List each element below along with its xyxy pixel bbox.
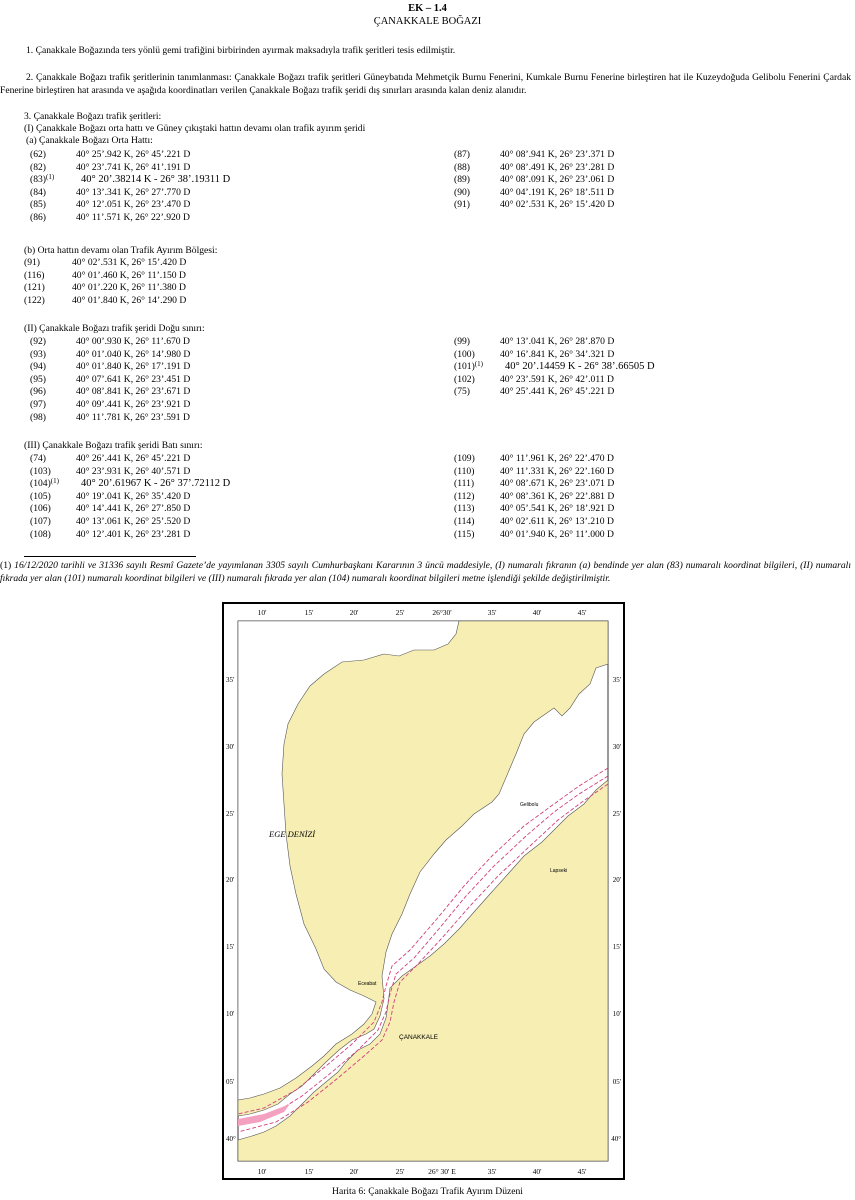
point-number: (103) bbox=[30, 465, 51, 477]
point-number: (107) bbox=[30, 516, 51, 527]
coordinate: 40° 23’.591 K, 26° 42’.011 D bbox=[500, 373, 614, 385]
paragraph-2: 2. Çanakkale Boğazı trafik şeritlerinin tanımlanması: Çanakkale Boğazı trafik şeritleri Güneybatıda Mehmetçik Burnu Fenerini, Kumkale Burnu Fenerine birleştiren hat ile Kuzeydoğuda Gelibolu Fenerini Çardak Fenerine birleştiren hat arasında ve aşağıda koordinatları verilen Çanakkale Boğazı trafik şeridi dış sınırları arasında kalan deniz alanıdır. bbox=[0, 72, 851, 96]
tick-label: 35' bbox=[226, 676, 235, 684]
point-number: (87) bbox=[454, 149, 470, 160]
tick-label: 25' bbox=[395, 1167, 405, 1176]
coordinate: 40° 20’.38214 K - 26° 38’.19311 D bbox=[81, 174, 231, 186]
footnote-text: 16/12/2020 tarihli ve 31336 sayılı Resmî Gazete’de yayımlanan 3305 sayılı Cumhurbaşkanı Kararının 3 üncü maddesiyle, (I) numaralı fıkranın (a) bendinde yer alan (83) numaralı koordinat bilgileri, (II) numaralı fıkrada yer alan (101) numaralı koordinat bilgileri ve (III) numaralı fıkrada yer alan (104) numaralı koordinat bilgileri metne işlendiği şekilde değiştirilmiştir. bbox=[0, 560, 851, 584]
tick-label: 30' bbox=[226, 743, 235, 751]
footnote-ref: (1) bbox=[50, 477, 59, 486]
coordinate: 40° 05’.541 K, 26° 18’.921 D bbox=[500, 503, 615, 515]
tick-label: 30' bbox=[612, 743, 621, 751]
coordinate: 40° 01’.460 K, 26° 11’.150 D bbox=[72, 269, 186, 281]
coordinate: 40° 12’.401 K, 26° 23’.281 D bbox=[76, 528, 191, 540]
part-2-title: (II) Çanakkale Boğazı trafik şeridi Doğu sınırı: bbox=[24, 323, 205, 334]
footnote-ref: (1) bbox=[474, 360, 483, 369]
point-number: (84) bbox=[30, 186, 46, 198]
tick-label: 10' bbox=[612, 1010, 621, 1018]
sea-label: EGE DENİZİ bbox=[269, 829, 316, 839]
tick-label: 05' bbox=[612, 1078, 621, 1086]
coordinate: 40° 23’.741 K, 26° 41’.191 D bbox=[76, 161, 191, 173]
footnote bbox=[0, 560, 851, 585]
point-number: (96) bbox=[30, 386, 46, 398]
coordinate: 40° 07’.641 K, 26° 23’.451 D bbox=[76, 373, 191, 385]
annex-label: EK – 1.4 bbox=[408, 3, 447, 14]
tick-label: 45' bbox=[577, 1167, 587, 1176]
coordinate: 40° 25’.441 K, 26° 45’.221 D bbox=[500, 386, 615, 398]
point-number: $(83)^{(1)}$ bbox=[30, 173, 55, 186]
point-number: (98) bbox=[30, 411, 46, 423]
coordinate: 40° 19’.041 K, 26° 35’.420 D bbox=[76, 490, 191, 502]
coordinate: 40° 13’.061 K, 26° 25’.520 D bbox=[76, 516, 191, 527]
coordinate: 40° 20’.61967 K - 26° 37’.72112 D bbox=[81, 478, 231, 490]
tick-label: 15' bbox=[304, 608, 314, 617]
point-number: (62) bbox=[30, 149, 46, 160]
tick-label: 25' bbox=[226, 810, 235, 818]
coordinate: 40° 13’.341 K, 26° 27’.770 D bbox=[76, 186, 191, 198]
tick-label: 15' bbox=[612, 943, 621, 951]
tick-label: 15' bbox=[226, 943, 235, 951]
coordinate: 40° 13’.041 K, 26° 28’.870 D bbox=[500, 336, 615, 347]
tick-label: 05' bbox=[226, 1078, 235, 1086]
coordinate: 40° 02’.531 K, 26° 15’.420 D bbox=[500, 199, 615, 211]
tick-label: 25' bbox=[395, 608, 405, 617]
tick-label: 10' bbox=[257, 608, 267, 617]
point-number: (90) bbox=[454, 186, 470, 198]
point-number: (115) bbox=[454, 528, 475, 540]
point-number: (122) bbox=[24, 294, 45, 306]
tick-label: 35' bbox=[487, 608, 497, 617]
point-number: (86) bbox=[30, 212, 46, 223]
point-number: (89) bbox=[454, 174, 470, 186]
tick-label: 40' bbox=[532, 608, 542, 617]
footnote-marker: (1) bbox=[0, 560, 12, 571]
point-number: (100) bbox=[454, 348, 475, 360]
tick-label: 26°30' bbox=[432, 608, 452, 617]
coordinate: 40° 08’.941 K, 26° 23’.371 D bbox=[500, 149, 615, 160]
point-number: (91) bbox=[24, 257, 40, 268]
coordinate: 40° 01’.940 K, 26° 11’.000 D bbox=[500, 528, 614, 540]
tick-label: 20' bbox=[612, 876, 621, 884]
coordinate: 40° 12’.051 K, 26° 23’.470 D bbox=[76, 199, 191, 211]
tick-label: 40° bbox=[226, 1135, 236, 1143]
coordinate: 40° 25’.942 K, 26° 45’.221 D bbox=[76, 149, 191, 160]
tick-label: 20' bbox=[226, 876, 235, 884]
coordinate: 40° 04’.191 K, 26° 18’.511 D bbox=[500, 186, 614, 198]
point-number: (112) bbox=[454, 490, 475, 502]
point-number: (108) bbox=[30, 528, 51, 540]
point-number: (102) bbox=[454, 373, 475, 385]
point-number: (82) bbox=[30, 161, 46, 173]
gelibolu-label: Gelibolu bbox=[520, 802, 539, 808]
part-3-title: (III) Çanakkale Boğazı trafik şeridi Batı sınırı: bbox=[24, 440, 203, 451]
point-number: (92) bbox=[30, 336, 46, 347]
map-svg bbox=[224, 604, 623, 1178]
footnote-ref: (1) bbox=[45, 173, 55, 182]
section-3-heading: 3. Çanakkale Boğazı trafik şeritleri: bbox=[24, 111, 162, 122]
coordinate: 40° 08’.091 K, 26° 23’.061 D bbox=[500, 174, 615, 186]
footnote-separator bbox=[24, 556, 196, 557]
point-number: (121) bbox=[24, 282, 45, 294]
tick-label: 10' bbox=[257, 1167, 267, 1176]
map-caption: Harita 6: Çanakkale Boğazı Trafik Ayırım Düzeni bbox=[332, 1186, 523, 1197]
coordinate: 40° 11’.331 K, 26° 22’.160 D bbox=[500, 465, 614, 477]
point-number: $(104)^{(1)}$ bbox=[30, 477, 59, 490]
tick-label: 26° 30' E bbox=[428, 1167, 456, 1176]
coordinate: 40° 14’.441 K, 26° 27’.850 D bbox=[76, 503, 191, 515]
point-number: (105) bbox=[30, 490, 51, 502]
tick-label: 45' bbox=[577, 608, 587, 617]
coordinate: 40° 01’.840 K, 26° 14’.290 D bbox=[72, 294, 187, 306]
point-number: (85) bbox=[30, 199, 46, 211]
point-number: (91) bbox=[454, 199, 470, 211]
coordinate: 40° 08’.671 K, 26° 23’.071 D bbox=[500, 478, 615, 490]
point-number: (75) bbox=[454, 386, 470, 398]
coordinate: 40° 08’.361 K, 26° 22’.881 D bbox=[500, 490, 615, 502]
point-number: (106) bbox=[30, 503, 51, 515]
coordinate: 40° 11’.961 K, 26° 22’.470 D bbox=[500, 453, 614, 464]
lapseki-label: Lapseki bbox=[550, 868, 568, 874]
coordinate: 40° 08’.491 K, 26° 23’.281 D bbox=[500, 161, 615, 173]
point-number: (113) bbox=[454, 503, 475, 515]
sub-a-title: (a) Çanakkale Boğazı Orta Hattı: bbox=[26, 135, 153, 146]
point-number: (97) bbox=[30, 399, 46, 410]
point-number: (88) bbox=[454, 161, 470, 173]
point-number: (114) bbox=[454, 516, 475, 527]
coordinate: 40° 02’.611 K, 26° 13’.210 D bbox=[500, 516, 614, 527]
point-number: (99) bbox=[454, 336, 470, 347]
point-number: (111) bbox=[454, 478, 475, 490]
coordinate: 40° 20’.14459 K - 26° 38’.66505 D bbox=[505, 361, 655, 373]
coordinate: 40° 09’.441 K, 26° 23’.921 D bbox=[76, 399, 191, 410]
tick-label: 35' bbox=[612, 676, 621, 684]
coordinate: 40° 01’.840 K, 26° 17’.191 D bbox=[76, 361, 191, 373]
point-number: (109) bbox=[454, 453, 475, 464]
tick-label: 35' bbox=[487, 1167, 497, 1176]
tick-label: 15' bbox=[304, 1167, 314, 1176]
coordinate: 40° 11’.781 K, 26° 23’.591 D bbox=[76, 411, 190, 423]
point-number: $(101)^{(1)}$ bbox=[454, 360, 483, 373]
strait-map bbox=[222, 602, 625, 1180]
coordinate: 40° 01’.220 K, 26° 11’.380 D bbox=[72, 282, 186, 294]
paragraph-1: 1. Çanakkale Boğazında ters yönlü gemi trafiğini birbirinden ayırmak maksadıyla trafik şeritleri tesis edilmiştir. bbox=[26, 45, 456, 56]
coordinate: 40° 16’.841 K, 26° 34’.321 D bbox=[500, 348, 615, 360]
point-number: (94) bbox=[30, 361, 46, 373]
tick-label: 10' bbox=[226, 1010, 235, 1018]
coordinate: 40° 00’.930 K, 26° 11’.670 D bbox=[76, 336, 190, 347]
coordinate: 40° 08’.841 K, 26° 23’.671 D bbox=[76, 386, 191, 398]
coordinate: 40° 23’.931 K, 26° 40’.571 D bbox=[76, 465, 191, 477]
coordinate: 40° 02’.531 K, 26° 15’.420 D bbox=[72, 257, 187, 268]
point-number: (74) bbox=[30, 453, 46, 464]
sub-b-title: (b) Orta hattın devamı olan Trafik Ayırım Bölgesi: bbox=[24, 245, 218, 256]
part-1-title: (I) Çanakkale Boğazı orta hattı ve Güney çıkıştaki hattın devamı olan trafik ayırım şeridi bbox=[24, 123, 366, 134]
document-title: ÇANAKKALE BOĞAZI bbox=[373, 16, 482, 27]
city-label: ÇANAKKALE bbox=[399, 1034, 439, 1041]
tick-label: 20' bbox=[349, 1167, 359, 1176]
tick-label: 25' bbox=[612, 810, 621, 818]
point-number: (95) bbox=[30, 373, 46, 385]
coordinate: 40° 26’.441 K, 26° 45’.221 D bbox=[76, 453, 191, 464]
point-number: (110) bbox=[454, 465, 475, 477]
coordinate: 40° 11’.571 K, 26° 22’.920 D bbox=[76, 212, 190, 223]
point-number: (116) bbox=[24, 269, 45, 281]
eceabat-label: Eceabat bbox=[358, 981, 377, 987]
coordinate: 40° 01’.040 K, 26° 14’.980 D bbox=[76, 348, 191, 360]
tick-label: 20' bbox=[349, 608, 359, 617]
point-number: (93) bbox=[30, 348, 46, 360]
tick-label: 40' bbox=[532, 1167, 542, 1176]
tick-label: 40° bbox=[611, 1135, 621, 1143]
